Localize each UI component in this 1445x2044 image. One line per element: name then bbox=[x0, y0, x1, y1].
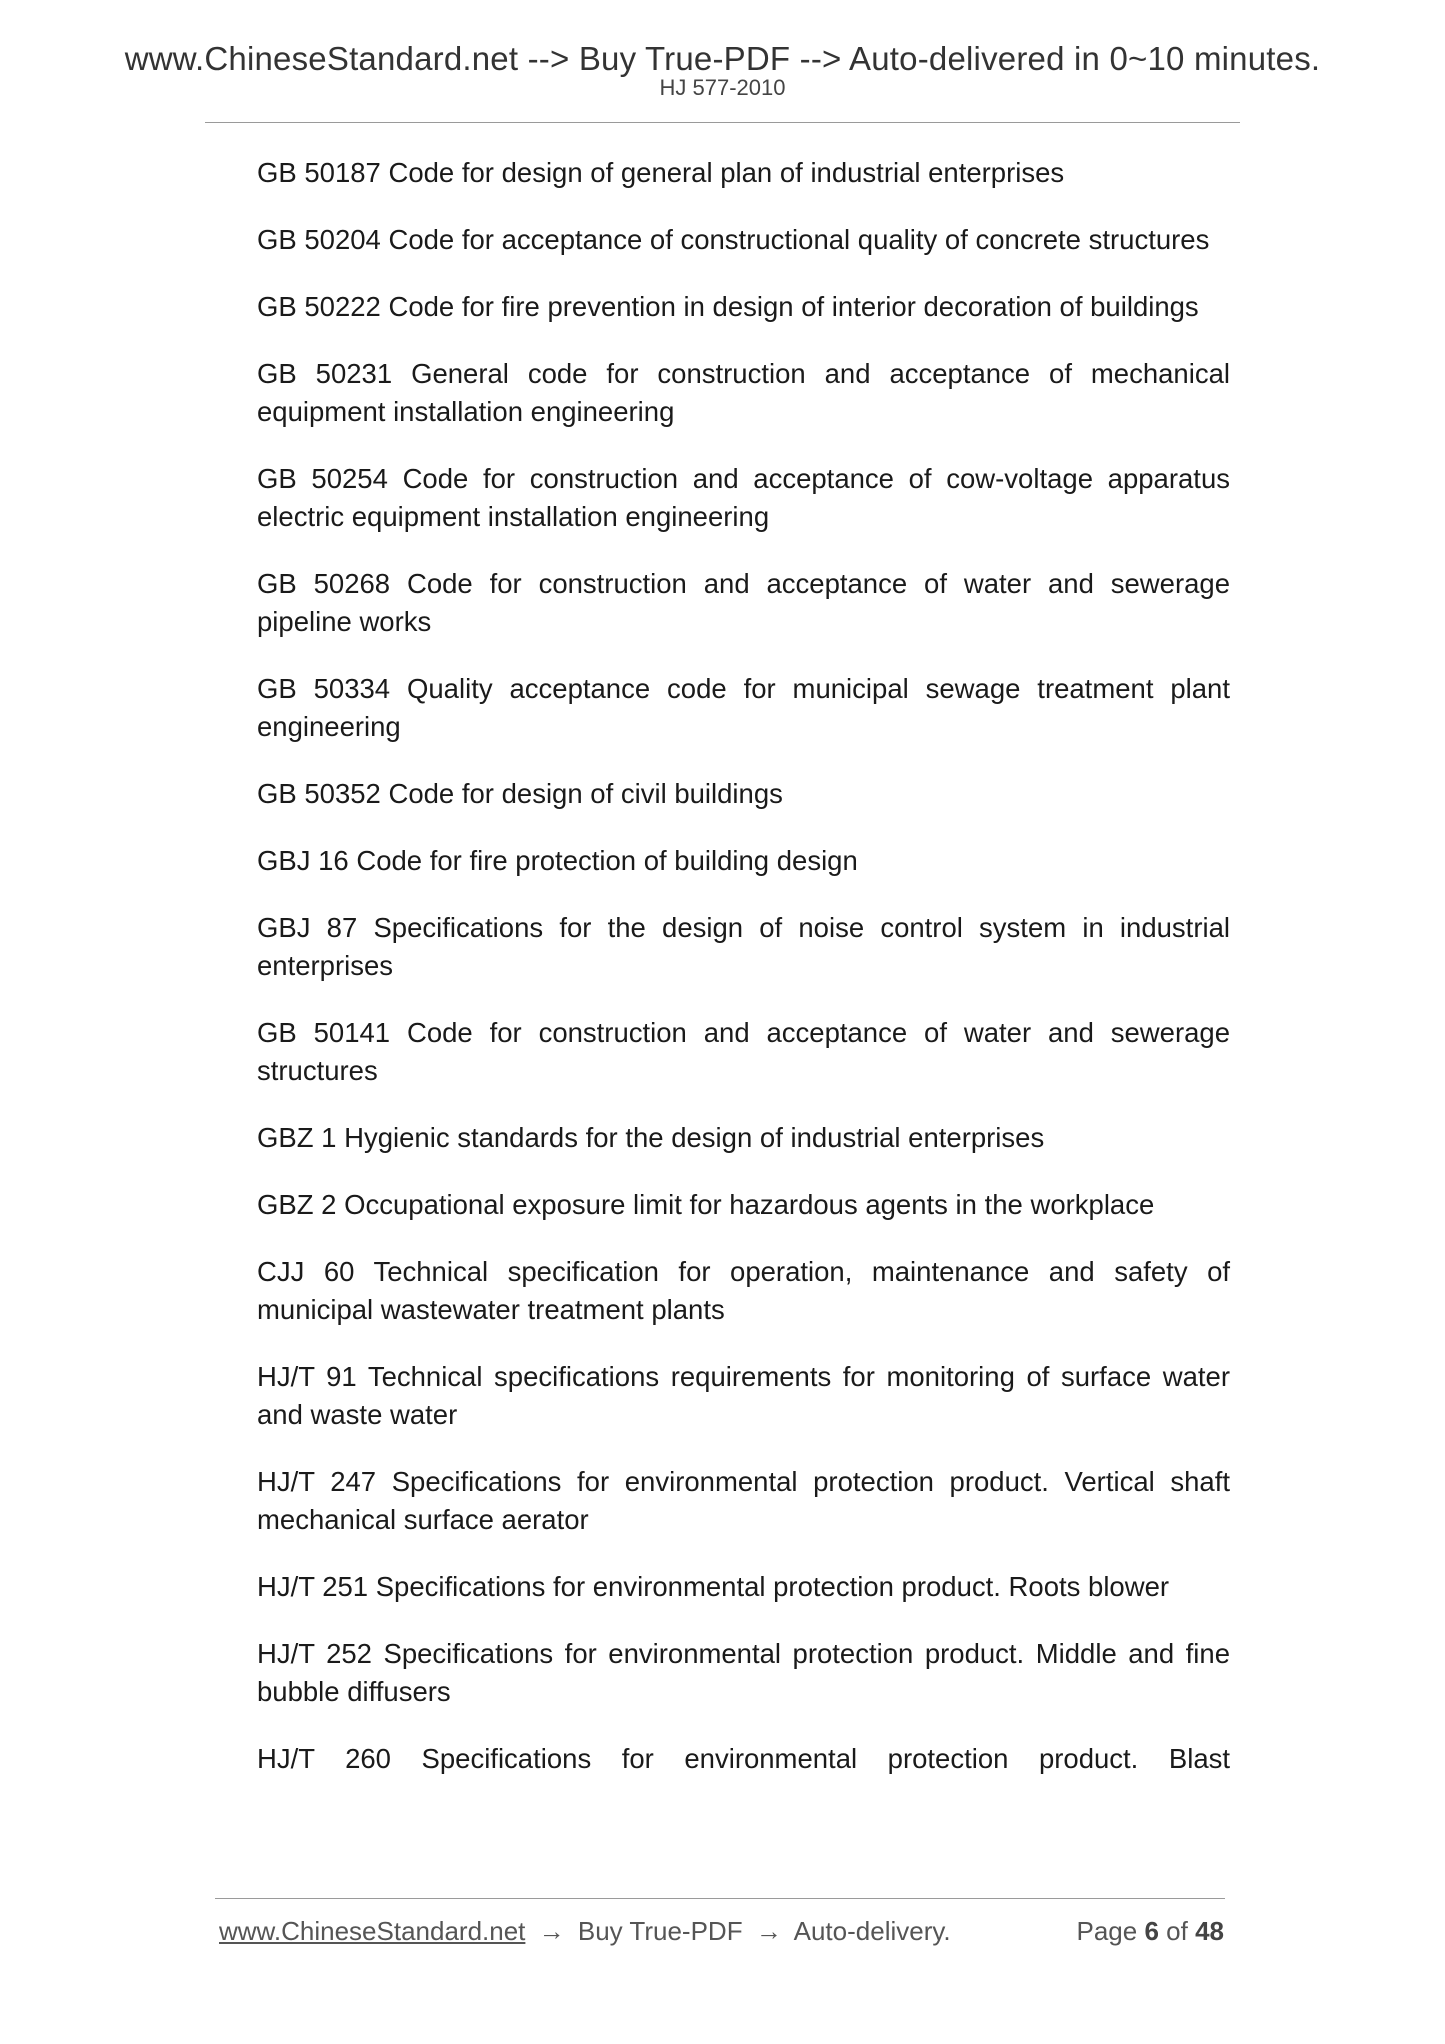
reference-entry: HJ/T 251 Specifications for environmental protection product. Roots blower bbox=[257, 1571, 1170, 1602]
arrow-right-icon: → bbox=[538, 1916, 565, 1946]
site-link[interactable]: www.ChineseStandard.net bbox=[219, 1916, 526, 1946]
reference-entry: GB 50334 Quality acceptance code for municipal sewage treatment plant engineering bbox=[257, 673, 1230, 742]
normative-references-list bbox=[257, 154, 1230, 1807]
of-label: of bbox=[1166, 1916, 1188, 1946]
buy-true-pdf-text: Buy True-PDF bbox=[577, 1916, 743, 1946]
reference-entry: CJJ 60 Technical specification for operation, maintenance and safety of municipal wastewater treatment plants bbox=[257, 1256, 1230, 1325]
arrow-right-icon: → bbox=[755, 1916, 782, 1946]
reference-entry: GBZ 2 Occupational exposure limit for hazardous agents in the workplace bbox=[257, 1189, 1155, 1220]
site-banner: www.ChineseStandard.net --> Buy True-PDF --> Auto-delivered in 0~10 minutes. bbox=[124, 40, 1321, 77]
reference-entry: GBJ 87 Specifications for the design of noise control system in industrial enterprises bbox=[257, 912, 1230, 981]
page-indicator bbox=[1076, 1916, 1224, 1947]
reference-entry: GB 50222 Code for fire prevention in design of interior decoration of buildings bbox=[257, 291, 1199, 322]
reference-entry: GB 50187 Code for design of general plan of industrial enterprises bbox=[257, 157, 1065, 188]
page-label: Page bbox=[1076, 1916, 1138, 1946]
reference-entry: GB 50352 Code for design of civil buildings bbox=[257, 778, 783, 809]
reference-entry: HJ/T 252 Specifications for environmental protection product. Middle and fine bubble diffusers bbox=[257, 1638, 1230, 1707]
reference-entry: HJ/T 91 Technical specifications requirements for monitoring of surface water and waste water bbox=[257, 1361, 1230, 1430]
auto-delivery-text: Auto-delivery. bbox=[793, 1916, 951, 1946]
page-number: 6 bbox=[1144, 1916, 1159, 1946]
reference-entry: GB 50254 Code for construction and acceptance of cow-voltage apparatus electric equipment installation engineering bbox=[257, 463, 1230, 532]
reference-entry: GB 50268 Code for construction and acceptance of water and sewerage pipeline works bbox=[257, 568, 1230, 637]
page-footer bbox=[219, 1916, 1224, 1956]
total-pages: 48 bbox=[1195, 1916, 1224, 1946]
reference-entry-continued: HJ/T 260 Specifications for environmental protection product. Blast bbox=[257, 1743, 1230, 1774]
reference-entry: HJ/T 247 Specifications for environmental protection product. Vertical shaft mechanical surface aerator bbox=[257, 1466, 1230, 1535]
reference-entry: GBZ 1 Hygienic standards for the design of industrial enterprises bbox=[257, 1122, 1045, 1153]
reference-entry: GB 50204 Code for acceptance of constructional quality of concrete structures bbox=[257, 224, 1210, 255]
reference-entry: GB 50231 General code for construction and acceptance of mechanical equipment installation engineering bbox=[257, 358, 1230, 427]
footer-divider bbox=[215, 1898, 1225, 1899]
header-divider bbox=[205, 122, 1240, 123]
reference-entry: GB 50141 Code for construction and acceptance of water and sewerage structures bbox=[257, 1017, 1230, 1086]
footer-links bbox=[219, 1916, 951, 1947]
reference-entry: GBJ 16 Code for fire protection of building design bbox=[257, 845, 858, 876]
standard-code: HJ 577-2010 bbox=[659, 75, 786, 100]
